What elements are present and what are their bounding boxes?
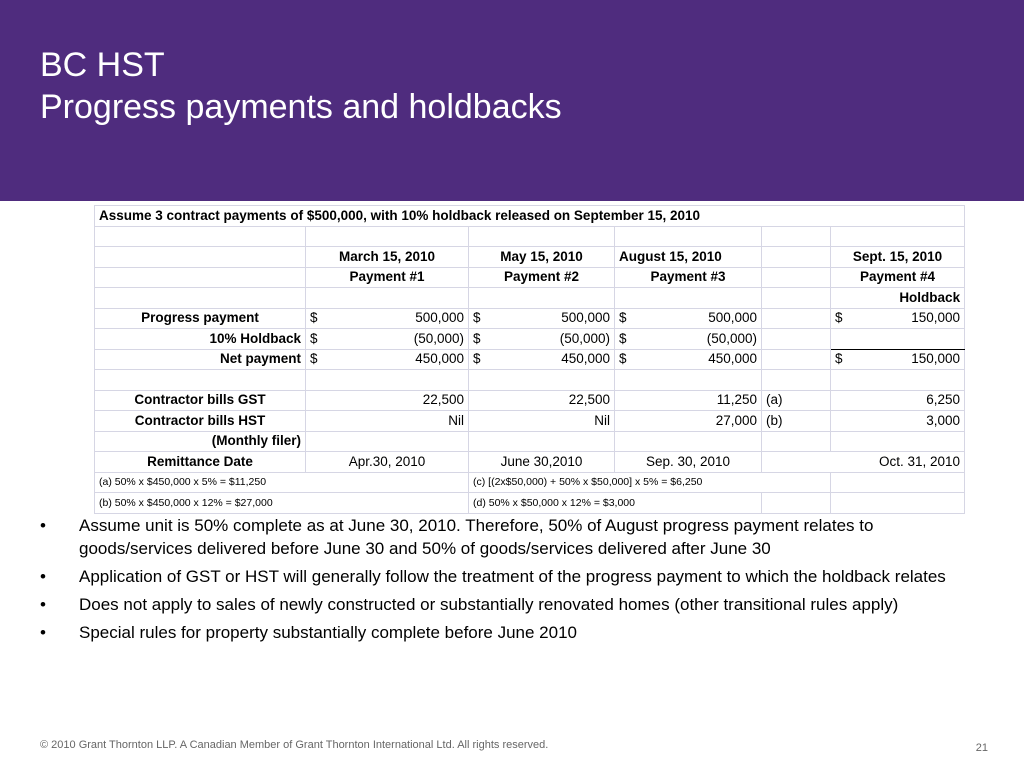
slide-header (0, 0, 1024, 201)
row-label: Remittance Date (95, 452, 306, 473)
footnote-ref: (b) (762, 411, 831, 432)
bullet-marker: • (40, 567, 46, 586)
bullet-item: • Assume unit is 50% complete as at June 30, 2010. Therefore, 50% of August progress payment relates to goods/services delivered before June 30 and 50% of goods/services delivered after June 30 (40, 516, 874, 558)
amount: (50,000) (559, 330, 610, 346)
amount: (50,000) (413, 330, 464, 346)
amount: (50,000) (706, 330, 757, 346)
amount: 500,000 (708, 310, 757, 326)
amount: 450,000 (708, 351, 757, 367)
table-row (95, 452, 965, 473)
bullet-marker: • (40, 623, 46, 642)
table-row (95, 226, 965, 247)
date-cell: March 15, 2010 (306, 247, 469, 268)
row-label: 10% Holdback (95, 329, 306, 350)
payment-cell: Payment #3 (615, 267, 762, 288)
title-line-2: Progress payments and holdbacks (40, 88, 562, 126)
bullet-item: • Special rules for property substantially complete before June 2010 (40, 623, 578, 642)
table-row (95, 267, 965, 288)
table-row (95, 411, 965, 432)
amount: 22,500 (469, 390, 615, 411)
table-row (95, 206, 965, 227)
holdback-label: Holdback (831, 288, 965, 309)
table-row (95, 247, 965, 268)
table-row: Progress payment $ 500,000 $ 500,000 $ 500,000 $ 150,000 (95, 308, 965, 329)
footnote-ref: (a) (762, 390, 831, 411)
remittance-date: Oct. 31, 2010 (762, 452, 965, 473)
amount: 3,000 (831, 411, 965, 432)
amount: 150,000 (911, 310, 961, 326)
amount: 22,500 (306, 390, 469, 411)
bullet-item: • Does not apply to sales of newly constructed or substantially renovated homes (other transitional rules apply) (40, 595, 899, 614)
remittance-date: Sep. 30, 2010 (615, 452, 762, 473)
table-row: 10% Holdback $ (50,000) $ (50,000) $ (50,000) (95, 329, 965, 350)
table-row (95, 288, 965, 309)
remittance-date: June 30,2010 (469, 452, 615, 473)
amount: 500,000 (561, 310, 610, 326)
date-cell: May 15, 2010 (469, 247, 615, 268)
amount: Nil (306, 411, 469, 432)
slide-title (40, 44, 562, 128)
footnote: (d) 50% x $50,000 x 12% = $3,000 (469, 493, 762, 514)
table-row (95, 370, 965, 391)
page-number: 21 (975, 742, 988, 754)
row-label: Contractor bills GST (95, 390, 306, 411)
table-row (95, 390, 965, 411)
amount: 11,250 (615, 390, 762, 411)
row-label: Net payment (95, 349, 306, 370)
table-row (95, 431, 965, 452)
table-row (95, 472, 965, 493)
payment-cell: Payment #4 (831, 267, 965, 288)
title-line-1: BC HST (40, 46, 165, 84)
bullet-marker: • (40, 595, 46, 614)
copyright-footer: © 2010 Grant Thornton LLP. A Canadian Member of Grant Thornton International Ltd. All rights reserved. (40, 739, 549, 751)
payment-cell: Payment #1 (306, 267, 469, 288)
row-label: Contractor bills HST (95, 411, 306, 432)
bullet-item: • Application of GST or HST will generally follow the treatment of the progress payment to which the holdback relates (40, 567, 946, 586)
amount: 450,000 (415, 351, 464, 367)
date-cell: Sept. 15, 2010 (831, 247, 965, 268)
footnote: (c) [(2x$50,000) + 50% x $50,000] x 5% = $6,250 (469, 472, 831, 493)
payment-cell: Payment #2 (469, 267, 615, 288)
bullet-marker: • (40, 516, 46, 535)
row-label: (Monthly filer) (95, 431, 306, 452)
row-label: Progress payment (95, 308, 306, 329)
amount: 150,000 (911, 351, 961, 367)
amount: 500,000 (415, 310, 464, 326)
amount: 6,250 (831, 390, 965, 411)
table-row (95, 493, 965, 514)
amount: 27,000 (615, 411, 762, 432)
assumption-text: Assume 3 contract payments of $500,000, with 10% holdback released on September 15, 2010 (95, 206, 965, 227)
hst-table (94, 205, 965, 514)
remittance-date: Apr.30, 2010 (306, 452, 469, 473)
date-cell: August 15, 2010 (615, 247, 762, 268)
bullet-list (40, 514, 990, 649)
footnote: (b) 50% x $450,000 x 12% = $27,000 (95, 493, 469, 514)
amount: Nil (469, 411, 615, 432)
amount: 450,000 (561, 351, 610, 367)
footnote: (a) 50% x $450,000 x 5% = $11,250 (95, 472, 469, 493)
table-row: Net payment $ 450,000 $ 450,000 $ 450,000 $ 150,000 (95, 349, 965, 370)
